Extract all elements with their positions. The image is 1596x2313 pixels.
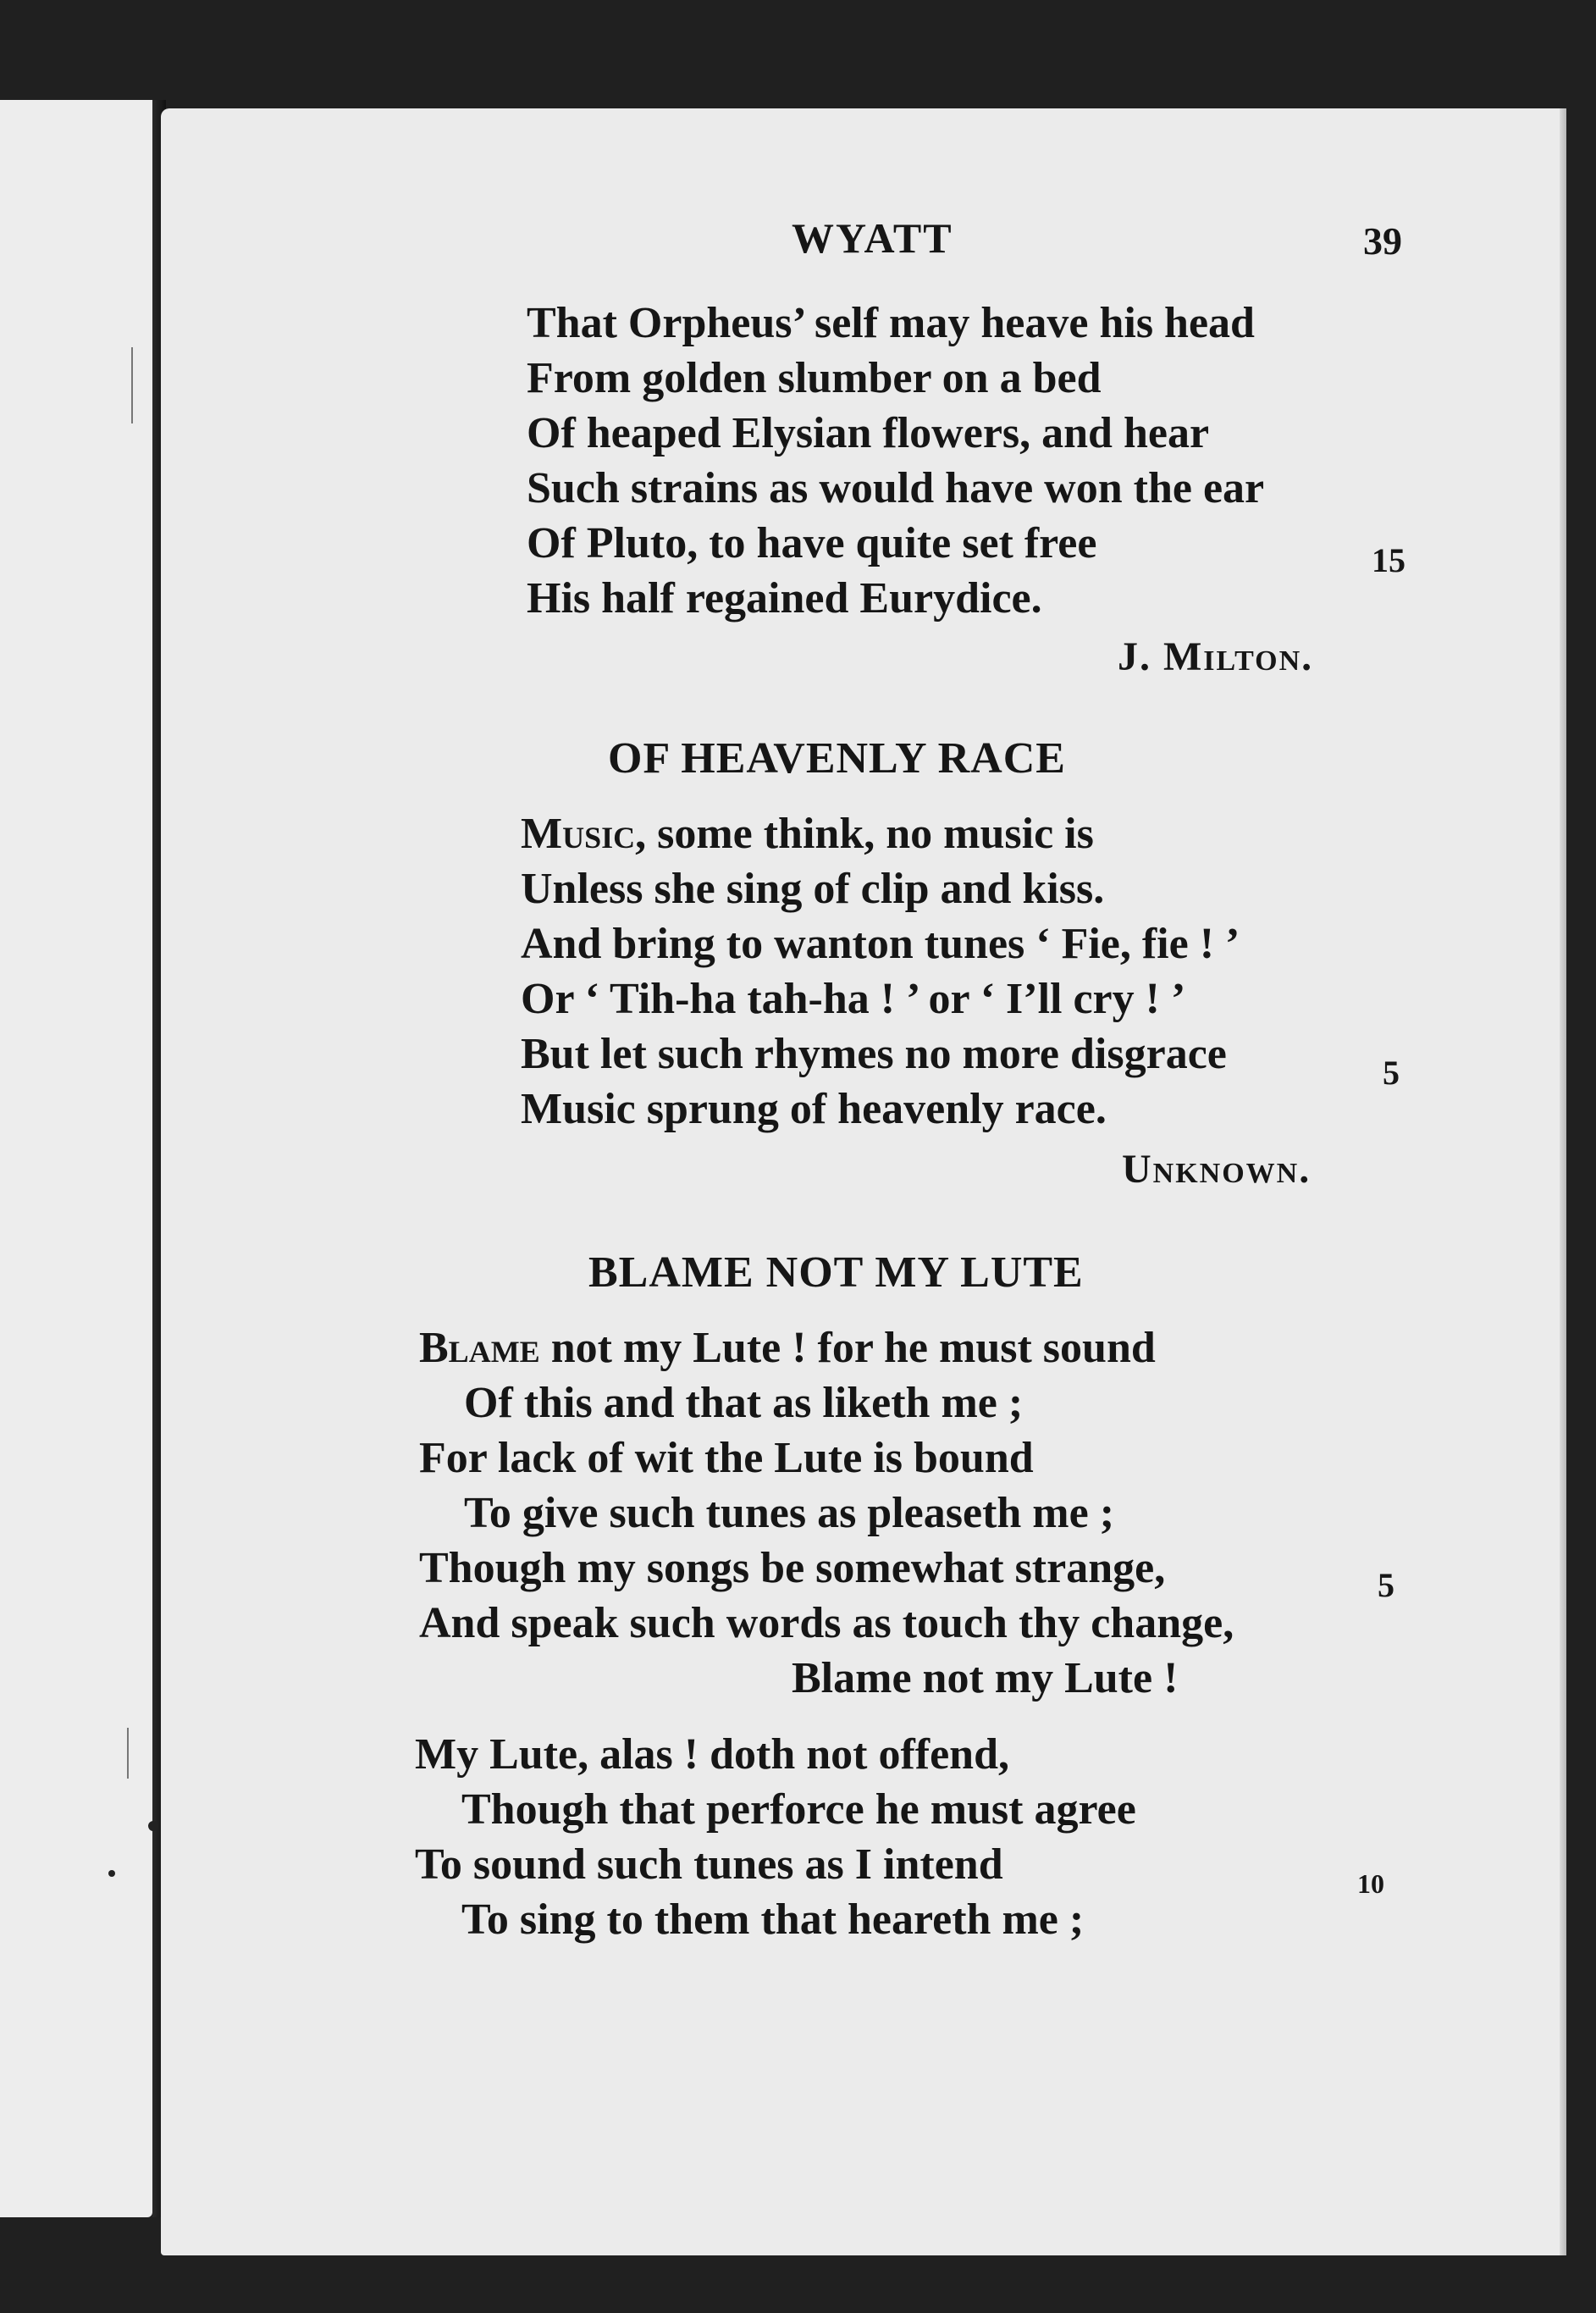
poem-line: Of heaped Elysian flowers, and hear — [527, 409, 1210, 457]
scan-mark — [127, 1728, 129, 1779]
poem-line: Such strains as would have won the ear — [527, 464, 1265, 512]
line-number: 5 — [1378, 1566, 1394, 1604]
poem-line: To sound such tunes as I intend — [415, 1840, 1003, 1889]
poem-refrain: Blame not my Lute ! — [792, 1654, 1179, 1702]
poem-line: From golden slumber on a bed — [527, 354, 1102, 402]
poem-line: His half regained Eurydice. — [527, 574, 1042, 623]
scan-mark — [131, 347, 133, 423]
page-number: 39 — [1363, 219, 1402, 263]
poem-line: Music, some think, no music is — [521, 810, 1094, 858]
poem-line: Blame not my Lute ! for he must sound — [419, 1324, 1156, 1372]
poem-title: OF HEAVENLY RACE — [608, 734, 1066, 783]
poem-line: Though my songs be somewhat strange, — [419, 1544, 1166, 1592]
line-number: 10 — [1357, 1868, 1384, 1899]
poem-line: Though that perforce he must agree — [461, 1785, 1136, 1834]
poem-line: That Orpheus’ self may heave his head — [527, 299, 1255, 347]
poem-line: To give such tunes as pleaseth me ; — [464, 1489, 1115, 1537]
poem-line: And speak such words as touch thy change, — [419, 1599, 1234, 1647]
poem-line: Of this and that as liketh me ; — [464, 1379, 1024, 1427]
poem-line: But let such rhymes no more disgrace — [521, 1030, 1227, 1078]
poem-line: My Lute, alas ! doth not offend, — [415, 1730, 1010, 1779]
page-edge — [1560, 108, 1566, 2255]
attribution: Unknown. — [1122, 1147, 1312, 1192]
poem-line: And bring to wanton tunes ‘ Fie, fie ! ’ — [521, 920, 1240, 968]
attribution: J. Milton. — [1118, 634, 1314, 679]
poem-line: Unless she sing of clip and kiss. — [521, 865, 1105, 913]
poem-line: To sing to them that heareth me ; — [461, 1895, 1085, 1944]
poem-line: For lack of wit the Lute is bound — [419, 1434, 1034, 1482]
scan-speck — [108, 1870, 115, 1877]
first-word: Blame — [419, 1324, 540, 1372]
first-word: Music, — [521, 810, 647, 858]
poem-line: Of Pluto, to have quite set free — [527, 519, 1097, 567]
poem-title: BLAME NOT MY LUTE — [588, 1248, 1084, 1297]
running-head: WYATT — [792, 214, 953, 262]
poem-line: Or ‘ Tih-ha tah-ha ! ’ or ‘ I’ll cry ! ’ — [521, 975, 1186, 1023]
facing-page-edge — [0, 100, 152, 2217]
poem-line: Music sprung of heavenly race. — [521, 1085, 1107, 1133]
book-page — [161, 108, 1566, 2255]
line-number: 5 — [1383, 1054, 1400, 1092]
line-number: 15 — [1372, 541, 1405, 579]
scan-speck — [148, 1821, 158, 1831]
